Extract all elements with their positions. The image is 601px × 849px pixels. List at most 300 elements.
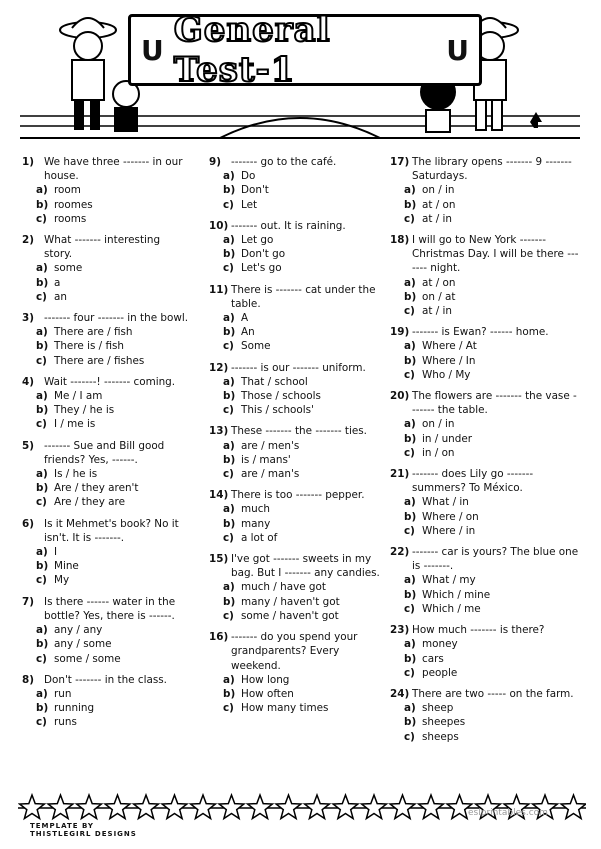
question-stem — [209, 283, 384, 311]
option-letter: b) — [36, 276, 49, 289]
option-text: Which / mine — [422, 588, 491, 601]
star-icon — [390, 795, 415, 819]
answer-option — [22, 652, 190, 666]
option-letter: b) — [223, 326, 236, 339]
answer-option — [209, 339, 384, 353]
option-text: sheepes — [422, 716, 466, 729]
option-text: sheep — [422, 702, 454, 715]
answer-option — [390, 290, 580, 304]
credit-line-2: THISTLEGIRL DESIGNS — [30, 830, 137, 838]
answer-option — [22, 276, 190, 290]
question-column-3 — [390, 155, 580, 751]
option-letter: c) — [223, 262, 234, 275]
option-text: some / some — [54, 652, 121, 665]
question-item — [209, 283, 384, 354]
answer-option — [22, 325, 190, 339]
star-icon — [305, 795, 330, 819]
question-item — [22, 517, 190, 588]
question-number: 11) — [209, 283, 229, 296]
question-stem — [390, 155, 580, 183]
title-banner — [128, 10, 482, 90]
answer-option — [390, 652, 580, 666]
question-number: 7) — [22, 595, 34, 608]
option-text: on / at — [422, 290, 456, 303]
answer-option — [209, 595, 384, 609]
answer-option — [22, 389, 190, 403]
question-stem — [209, 155, 384, 169]
question-item — [390, 325, 580, 382]
answer-option — [209, 389, 384, 403]
answer-option — [22, 339, 190, 353]
credit-line-1: TEMPLATE BY — [30, 822, 95, 830]
question-number: 5) — [22, 439, 34, 452]
option-text: Let's go — [241, 262, 282, 275]
option-text: An — [241, 326, 255, 339]
question-number: 4) — [22, 375, 34, 388]
answer-option — [390, 573, 580, 587]
option-text: A — [241, 312, 249, 325]
option-text: There is / fish — [54, 340, 125, 353]
question-text: ------- four ------- in the bowl. — [44, 312, 189, 325]
question-stem — [22, 375, 190, 389]
option-text: roomes — [54, 198, 93, 211]
option-letter: b) — [36, 638, 49, 651]
option-letter: a) — [404, 340, 416, 353]
star-icon — [77, 795, 102, 819]
option-letter: c) — [36, 418, 47, 431]
option-letter: c) — [36, 354, 47, 367]
question-number: 2) — [22, 234, 34, 247]
answer-option — [209, 261, 384, 275]
question-item — [390, 467, 580, 538]
option-letter: a) — [223, 234, 235, 247]
answer-option — [390, 368, 580, 382]
option-letter: c) — [404, 730, 415, 743]
question-item — [209, 424, 384, 481]
option-letter: a) — [404, 184, 416, 197]
option-letter: c) — [223, 198, 234, 211]
star-icon — [191, 795, 216, 819]
option-text: are / man's — [241, 468, 300, 481]
option-letter: c) — [36, 212, 47, 225]
option-letter: b) — [404, 510, 417, 523]
option-letter: b) — [36, 560, 49, 573]
option-letter: c) — [223, 702, 234, 715]
option-letter: b) — [223, 184, 236, 197]
question-number: 22) — [390, 546, 410, 559]
option-text: at / on — [422, 198, 456, 211]
option-letter: b) — [404, 198, 417, 211]
option-letter: c) — [36, 496, 47, 509]
question-number: 12) — [209, 361, 229, 374]
answer-option — [22, 198, 190, 212]
answer-option — [390, 524, 580, 538]
answer-option — [390, 446, 580, 460]
answer-option — [390, 701, 580, 715]
question-stem — [390, 389, 580, 417]
question-number: 21) — [390, 468, 410, 481]
answer-option — [390, 637, 580, 651]
option-letter: b) — [404, 588, 417, 601]
option-text: run — [54, 687, 72, 700]
option-letter: c) — [36, 716, 47, 729]
question-item — [209, 155, 384, 212]
option-letter: c) — [404, 305, 415, 318]
answer-option — [22, 715, 190, 729]
question-item — [209, 552, 384, 623]
question-column-1 — [22, 155, 190, 737]
option-letter: b) — [223, 517, 236, 530]
answer-option — [22, 481, 190, 495]
option-text: at / in — [422, 305, 453, 318]
question-text: ------- do you spend your grandparents? Every weekend. — [231, 631, 358, 672]
question-item — [209, 630, 384, 715]
option-letter: b) — [404, 716, 417, 729]
question-number: 20) — [390, 390, 410, 403]
header — [0, 0, 601, 150]
answer-option — [22, 290, 190, 304]
option-text: Is / he is — [54, 468, 98, 481]
option-letter: c) — [404, 368, 415, 381]
option-text: Where / At — [422, 340, 477, 353]
option-text: There are / fish — [54, 326, 133, 339]
option-letter: b) — [36, 198, 49, 211]
option-text: in / under — [422, 432, 473, 445]
option-letter: c) — [223, 404, 234, 417]
option-letter: a) — [404, 276, 416, 289]
answer-option — [209, 325, 384, 339]
option-text: much — [241, 503, 271, 516]
option-letter: c) — [223, 531, 234, 544]
star-icon — [219, 795, 244, 819]
question-text: We have three ------- in our house. — [44, 156, 183, 183]
question-stem — [22, 517, 190, 545]
question-item — [22, 233, 190, 304]
option-letter: a) — [404, 418, 416, 431]
option-text: an — [54, 290, 67, 303]
question-stem — [22, 155, 190, 183]
option-letter: c) — [36, 652, 47, 665]
option-letter: c) — [404, 666, 415, 679]
question-text: Wait -------! ------- coming. — [44, 375, 176, 388]
answer-option — [390, 198, 580, 212]
answer-option — [209, 198, 384, 212]
question-item — [22, 673, 190, 730]
option-text: This / schools' — [241, 404, 314, 417]
option-text: Are / they aren't — [54, 482, 139, 495]
answer-option — [22, 403, 190, 417]
option-letter: a) — [36, 184, 48, 197]
question-number: 6) — [22, 517, 34, 530]
option-letter: a) — [36, 546, 48, 559]
question-number: 10) — [209, 219, 229, 232]
option-text: What / my — [422, 574, 476, 587]
option-text: I / me is — [54, 418, 96, 431]
option-letter: a) — [404, 702, 416, 715]
option-text: Where / on — [422, 510, 479, 523]
answer-option — [390, 666, 580, 680]
option-text: at / on — [422, 276, 456, 289]
question-item — [390, 233, 580, 318]
option-text: Don't go — [241, 248, 286, 261]
answer-option — [390, 730, 580, 744]
question-text: The flowers are ------- the vase ------- the table. — [412, 390, 577, 417]
option-text: money — [422, 638, 458, 651]
option-letter: a) — [404, 574, 416, 587]
answer-option — [22, 637, 190, 651]
option-text: in / on — [422, 446, 455, 459]
option-letter: b) — [36, 340, 49, 353]
option-text: many — [241, 517, 271, 530]
option-text: runs — [54, 716, 77, 729]
star-icon — [48, 795, 73, 819]
question-stem — [209, 630, 384, 673]
question-stem — [22, 673, 190, 687]
option-letter: b) — [404, 432, 417, 445]
option-text: My — [54, 574, 70, 587]
question-number: 14) — [209, 489, 229, 502]
option-letter: b) — [36, 702, 49, 715]
option-text: There are / fishes — [54, 354, 145, 367]
question-stem — [22, 311, 190, 325]
option-text: What / in — [422, 496, 469, 509]
question-text: ------- Sue and Bill good friends? Yes, ------. — [44, 439, 165, 466]
option-letter: c) — [404, 524, 415, 537]
star-icon — [134, 795, 159, 819]
question-number: 19) — [390, 326, 410, 339]
question-text: I've got ------- sweets in my bag. But I ------- any candies. — [231, 553, 380, 580]
question-text: These ------- the ------- ties. — [231, 425, 367, 438]
answer-option — [390, 495, 580, 509]
question-number: 16) — [209, 631, 229, 644]
question-item — [209, 219, 384, 276]
answer-option — [209, 687, 384, 701]
question-item — [22, 311, 190, 368]
answer-option — [390, 339, 580, 353]
option-letter: a) — [36, 326, 48, 339]
question-text: ------- go to the café. — [231, 156, 337, 168]
option-letter: a) — [223, 439, 235, 452]
question-text: There are two ----- on the farm. — [412, 687, 574, 700]
option-letter: a) — [223, 375, 235, 388]
question-number: 8) — [22, 673, 34, 686]
answer-option — [390, 588, 580, 602]
page-title: General Test-1 — [173, 10, 331, 90]
answer-option — [22, 261, 190, 275]
answer-option — [22, 545, 190, 559]
option-letter: b) — [223, 453, 236, 466]
answer-option — [209, 502, 384, 516]
answer-option — [209, 467, 384, 481]
horseshoe-icon: U — [141, 33, 164, 67]
question-stem — [209, 552, 384, 580]
option-text: How often — [241, 687, 294, 700]
option-text: Which / me — [422, 602, 481, 615]
answer-option — [22, 701, 190, 715]
option-letter: a) — [404, 638, 416, 651]
option-text: much / have got — [241, 581, 326, 594]
question-stem — [390, 623, 580, 637]
option-text: are / men's — [241, 439, 300, 452]
question-text: Is there ------ water in the bottle? Yes, there is ------. — [44, 595, 176, 622]
star-icon — [162, 795, 187, 819]
question-stem — [22, 595, 190, 623]
answer-option — [209, 183, 384, 197]
answer-option — [390, 510, 580, 524]
option-letter: a) — [36, 624, 48, 637]
star-icon — [105, 795, 130, 819]
answer-option — [209, 233, 384, 247]
answer-option — [390, 432, 580, 446]
question-text: How much ------- is there? — [412, 624, 545, 637]
option-text: some / haven't got — [241, 609, 339, 622]
option-text: Me / I am — [54, 390, 103, 403]
option-text: any / any — [54, 624, 103, 637]
star-icon — [561, 795, 586, 819]
answer-option — [209, 439, 384, 453]
question-number: 15) — [209, 553, 229, 566]
answer-option — [209, 169, 384, 183]
option-text: Do — [241, 170, 256, 183]
question-stem — [209, 219, 384, 233]
question-number: 24) — [390, 687, 410, 700]
question-item — [209, 488, 384, 545]
option-text: running — [54, 702, 95, 715]
question-item — [22, 439, 190, 510]
option-text: Where / In — [422, 354, 476, 367]
question-stem — [390, 545, 580, 573]
option-letter: a) — [404, 496, 416, 509]
option-text: on / in — [422, 418, 455, 431]
option-letter: c) — [404, 212, 415, 225]
option-text: any / some — [54, 638, 112, 651]
option-letter: a) — [36, 262, 48, 275]
answer-option — [209, 580, 384, 594]
answer-option — [22, 559, 190, 573]
answer-option — [22, 623, 190, 637]
answer-option — [22, 212, 190, 226]
option-letter: b) — [404, 652, 417, 665]
question-stem — [22, 233, 190, 261]
star-icon — [248, 795, 273, 819]
question-text: ------- does Lily go ------- summers? To México. — [412, 468, 534, 495]
answer-option — [390, 212, 580, 226]
option-letter: a) — [36, 687, 48, 700]
question-number: 1) — [22, 156, 34, 168]
option-letter: c) — [223, 609, 234, 622]
option-text: Let — [241, 198, 258, 211]
option-text: Some — [241, 340, 271, 353]
question-text: There is ------- cat under the table. — [231, 283, 376, 310]
answer-option — [209, 311, 384, 325]
option-letter: a) — [223, 581, 235, 594]
template-credit — [30, 822, 137, 838]
question-item — [22, 375, 190, 432]
question-item — [390, 155, 580, 226]
answer-option — [209, 701, 384, 715]
star-icon — [419, 795, 444, 819]
question-stem — [209, 361, 384, 375]
answer-option — [390, 417, 580, 431]
star-icon — [20, 795, 45, 819]
answer-option — [390, 304, 580, 318]
question-text: Is it Mehmet's book? No it isn't. It is -------. — [44, 517, 179, 544]
answer-option — [22, 687, 190, 701]
option-letter: c) — [223, 340, 234, 353]
question-number: 17) — [390, 156, 410, 168]
answer-option — [390, 354, 580, 368]
question-number: 9) — [209, 156, 221, 168]
answer-option — [390, 276, 580, 290]
answer-option — [209, 531, 384, 545]
option-text: some — [54, 262, 83, 275]
question-item — [22, 155, 190, 226]
answer-option — [209, 403, 384, 417]
option-text: Where / in — [422, 524, 476, 537]
question-stem — [390, 687, 580, 701]
star-icon — [276, 795, 301, 819]
question-text: The library opens ------- 9 ------- Saturdays. — [412, 156, 572, 183]
question-text: ------- car is yours? The blue one is -------. — [412, 546, 579, 573]
answer-option — [209, 247, 384, 261]
option-letter: a) — [223, 503, 235, 516]
answer-option — [22, 467, 190, 481]
option-letter: b) — [223, 687, 236, 700]
answer-option — [209, 453, 384, 467]
question-stem — [390, 233, 580, 276]
option-text: Those / schools — [241, 390, 321, 403]
option-letter: b) — [223, 390, 236, 403]
question-stem — [390, 467, 580, 495]
answer-option — [390, 715, 580, 729]
question-text: ------- is Ewan? ------ home. — [412, 326, 549, 339]
option-text: Mine — [54, 560, 79, 573]
option-text: on / in — [422, 184, 455, 197]
question-text: ------- out. It is raining. — [231, 219, 346, 232]
option-letter: c) — [404, 446, 415, 459]
option-text: rooms — [54, 212, 87, 225]
option-letter: a) — [36, 468, 48, 481]
option-text: cars — [422, 652, 444, 665]
option-text: Don't — [241, 184, 269, 197]
answer-option — [22, 495, 190, 509]
option-text: Let go — [241, 234, 274, 247]
option-text: room — [54, 184, 81, 197]
option-text: I — [54, 546, 58, 559]
question-stem — [209, 488, 384, 502]
answer-option — [209, 517, 384, 531]
option-letter: b) — [223, 595, 236, 608]
option-text: a — [54, 276, 61, 289]
option-text: at / in — [422, 212, 453, 225]
option-letter: b) — [404, 354, 417, 367]
question-number: 13) — [209, 425, 229, 438]
option-text: sheeps — [422, 730, 459, 743]
option-letter: b) — [36, 404, 49, 417]
question-text: There is too ------- pepper. — [231, 489, 365, 502]
question-item — [390, 687, 580, 744]
option-letter: b) — [223, 248, 236, 261]
option-letter: b) — [36, 482, 49, 495]
question-stem — [390, 325, 580, 339]
option-letter: c) — [223, 468, 234, 481]
question-number: 23) — [390, 624, 410, 637]
option-text: Who / My — [422, 368, 471, 381]
answer-option — [390, 602, 580, 616]
option-letter: b) — [404, 290, 417, 303]
question-stem — [22, 439, 190, 467]
option-text: They / he is — [54, 404, 115, 417]
